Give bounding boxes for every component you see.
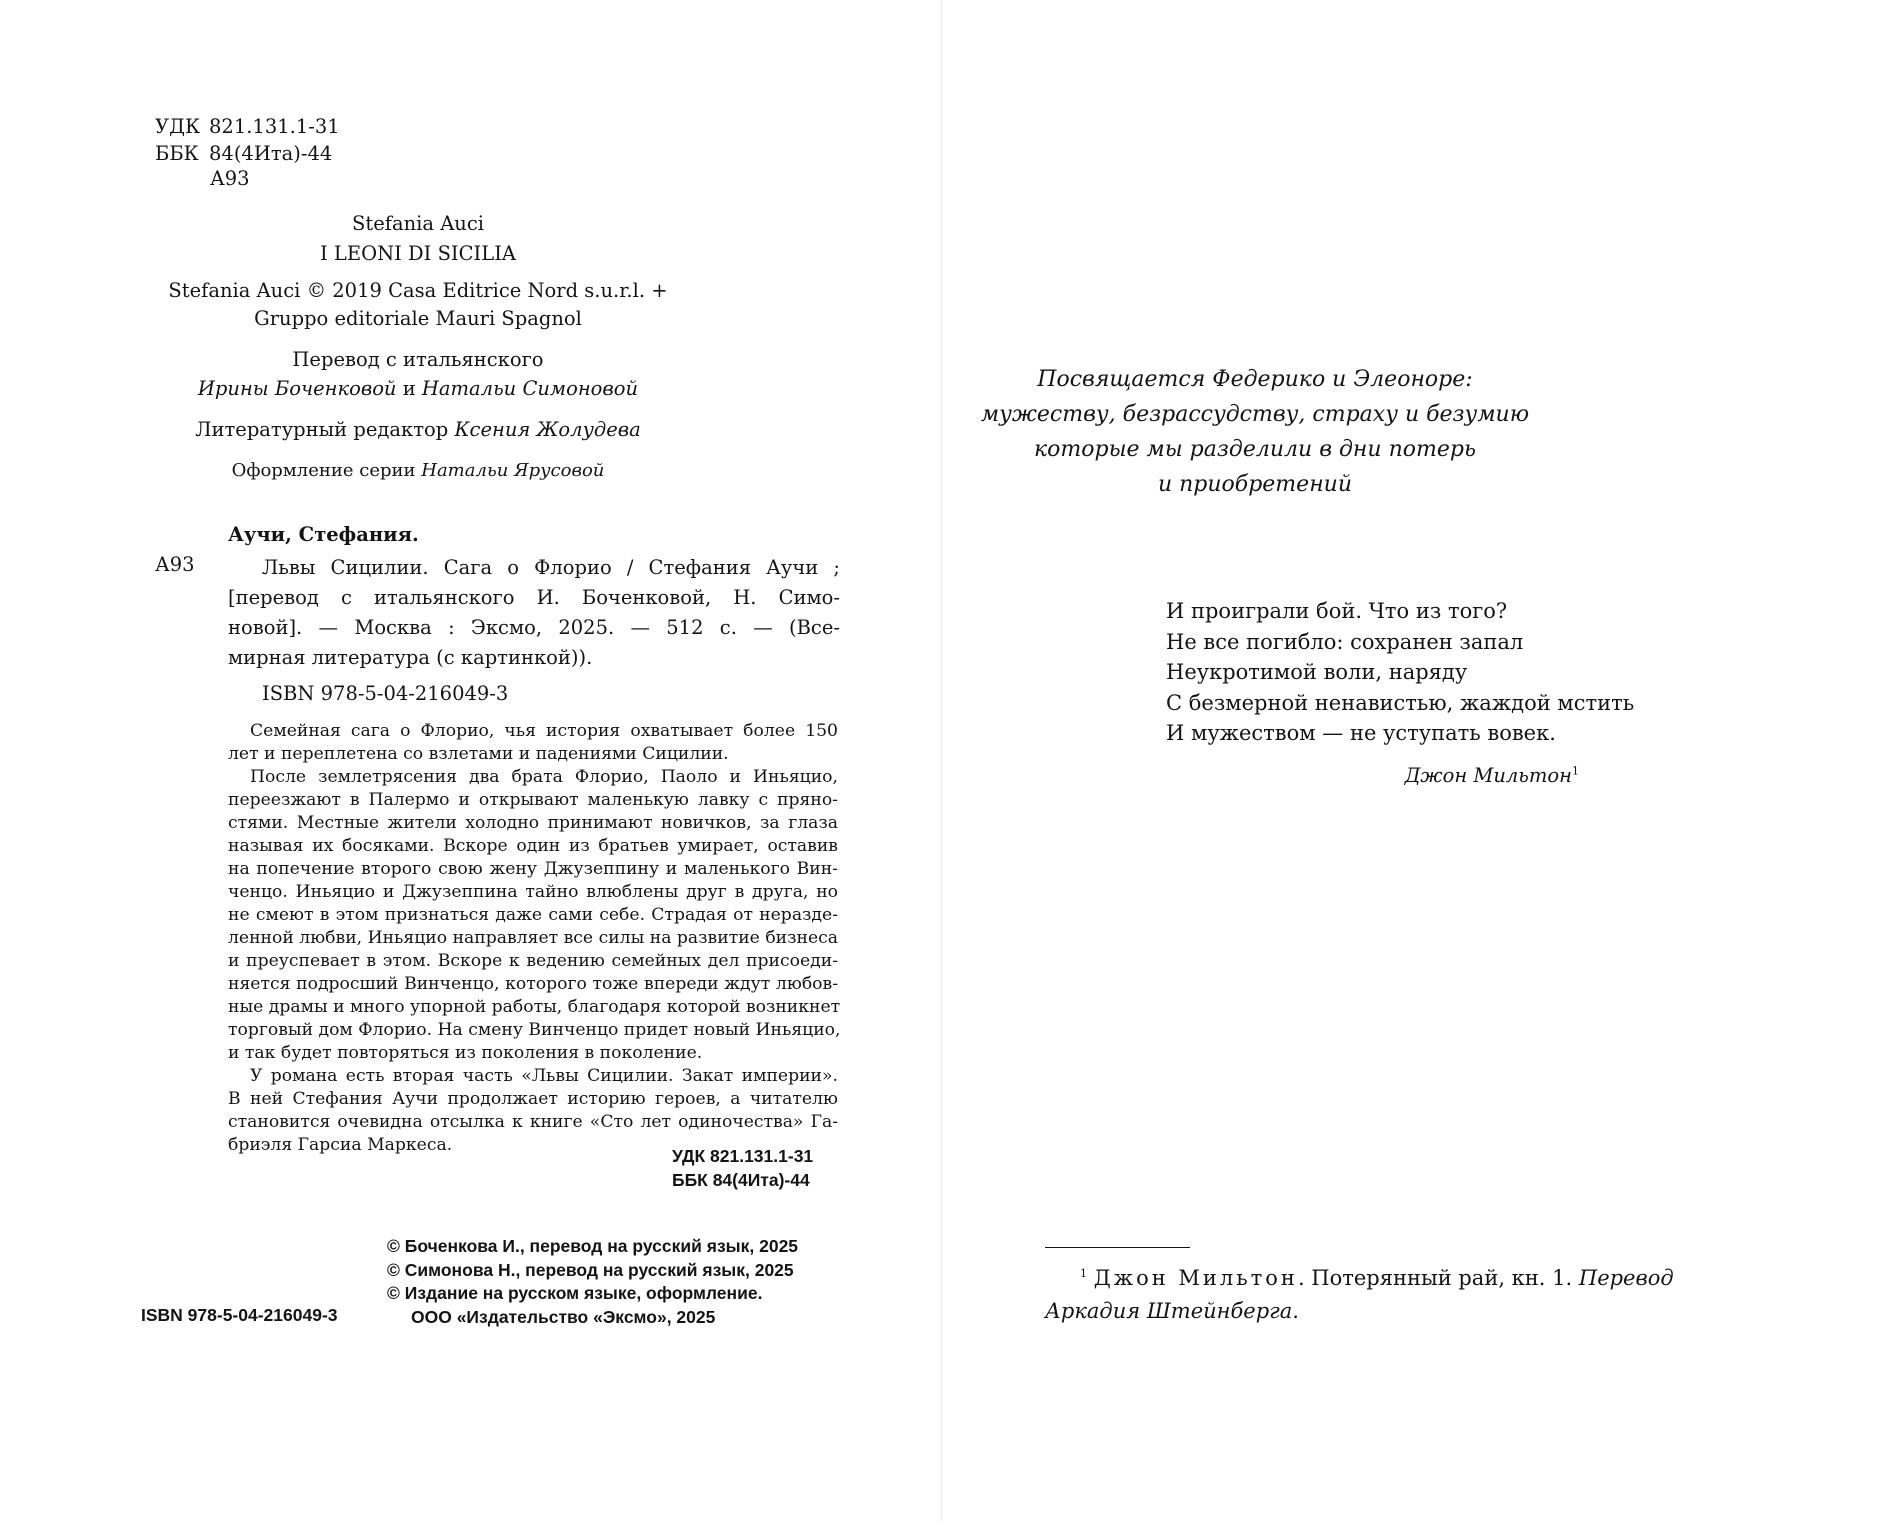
dedication-line: которые мы разделили в дни потерь	[1034, 437, 1476, 462]
catalog-entry-line: новой]. — Москва : Эксмо, 2025. — 512 с. — (Все-	[228, 616, 840, 639]
annotation-line: После землетрясения два брата Флорио, Паоло и Иньяцио,	[250, 767, 838, 787]
annotation-line: и преуспевает в этом. Вскоре к ведению семейных дел присоеди-	[228, 951, 838, 971]
dedication-line: Посвящается Федерико и Элеоноре:	[1037, 367, 1473, 392]
copyright-line: © Издание на русском языке, оформление.	[387, 1283, 763, 1303]
footnote-translation-label: Перевод	[1578, 1266, 1674, 1290]
isbn: ISBN 978-5-04-216049-3	[262, 682, 509, 705]
epigraph-line: И мужеством — не уступать вовек.	[1166, 721, 1556, 745]
annotation-line: ные драмы и много упорной работы, благодаря которой возникнет	[228, 997, 841, 1017]
design-name: Натальи Ярусовой	[421, 460, 605, 481]
catalog-mark: А93	[155, 553, 195, 576]
copyright-original-1: Stefania Auci © 2019 Casa Editrice Nord s.u.r.l. +	[168, 279, 668, 302]
bbk-bottom: ББК 84(4Ита)-44	[672, 1170, 810, 1190]
annotation-line: няется подросший Винченцо, которого тоже впереди ждут любов-	[228, 974, 838, 994]
dedication-line: и приобретений	[1157, 472, 1353, 497]
annotation-line: ченцо. Иньяцио и Джузеппина тайно влюблены друг в друга, но	[228, 882, 838, 902]
footnote-line-1	[1045, 1262, 1675, 1295]
catalog-entry	[228, 553, 838, 673]
left-page	[0, 0, 941, 1521]
translators-conj: и	[402, 377, 416, 400]
epigraph-author	[1405, 764, 1579, 787]
footnote-translator: Аркадия Штейнберга.	[1045, 1299, 1299, 1323]
copyright-line: © Симонова Н., перевод на русский язык, 2025	[387, 1259, 794, 1280]
footnote-mark: 1	[1572, 764, 1579, 778]
annotation-line: торговый дом Флорио. На смену Винченцо придет новый Иньяцио,	[228, 1020, 841, 1040]
author-mark: А93	[210, 167, 250, 190]
isbn-bottom: ISBN 978-5-04-216049-3	[141, 1305, 338, 1325]
translation-label: Перевод с итальянского	[292, 348, 544, 371]
annotation-line: переезжают в Палермо и открывают маленькую лавку с пряно-	[228, 790, 838, 810]
translators-line	[0, 377, 836, 400]
epigraph	[1166, 596, 1634, 749]
annotation-line: ленной любви, Иньяцио направляет все силы на развитие бизнеса	[228, 928, 838, 948]
epigraph-line: Не все погибло: сохранен запал	[1166, 629, 1524, 654]
annotation	[228, 720, 841, 1157]
footnote-text: . Потерянный рай, кн. 1.	[1297, 1266, 1573, 1290]
annotation-line: В ней Стефания Аучи продолжает историю героев, а читателю	[228, 1089, 838, 1109]
bbk-label: ББК	[155, 142, 199, 165]
original-author: Stefania Auci	[352, 212, 484, 235]
annotation-line: У романа есть вторая часть «Львы Сицилии. Закат империи».	[250, 1066, 838, 1086]
dedication	[942, 362, 1568, 502]
udk-bottom: УДК 821.131.1-31	[672, 1146, 814, 1166]
annotation-line: не смеют в этом признаться даже сами себе. Страдая от неразде-	[228, 905, 838, 925]
catalog-heading: Аучи, Стефания.	[228, 523, 419, 546]
footnote-author: Джон Мильтон	[1093, 1266, 1298, 1290]
epigraph-line: Неукротимой воли, наряду	[1166, 660, 1468, 684]
translator-2: Натальи Симоновой	[421, 377, 639, 400]
udk-label: УДК	[155, 115, 201, 138]
epigraph-line: С безмерной ненавистью, жаждой мстить	[1166, 690, 1635, 715]
catalog-entry-line: Львы Сицилии. Сага о Флорио / Стефания Аучи ;	[262, 556, 840, 579]
udk-value: 821.131.1-31	[209, 115, 340, 138]
editor-line	[0, 418, 836, 441]
dedication-line: мужеству, безрассудству, страху и безумию	[980, 402, 1530, 427]
copyrights	[387, 1235, 798, 1329]
editor-label: Литературный редактор	[195, 418, 449, 441]
annotation-line: называя их босяками. Вскоре один из братьев умирает, оставив	[228, 836, 838, 856]
right-page	[942, 0, 1883, 1521]
epigraph-line: И проиграли бой. Что из того?	[1166, 599, 1508, 623]
footnote-rule	[1045, 1247, 1190, 1248]
bbk-value: 84(4Ита)-44	[209, 142, 333, 165]
bbk-line	[155, 142, 333, 165]
catalog-entry-line: мирная литература (с картинкой)).	[228, 646, 593, 669]
annotation-line: и так будет повторяться из поколения в поколение.	[228, 1043, 703, 1063]
catalog-entry-line: [перевод с итальянского И. Боченковой, Н. Симо-	[228, 586, 840, 609]
original-title: I LEONI DI SICILIA	[320, 242, 516, 265]
annotation-line: на попечение второго свою жену Джузеппину и маленького Вин-	[228, 859, 838, 879]
annotation-line: Семейная сага о Флорио, чья история охватывает более 150	[250, 721, 838, 741]
copyright-line: © Боченкова И., перевод на русский язык, 2025	[387, 1236, 799, 1256]
footnote	[1045, 1262, 1675, 1328]
annotation-line: стями. Местные жители холодно принимают новичков, за глаза	[228, 813, 838, 833]
annotation-line: бриэля Гарсиа Маркеса.	[228, 1135, 453, 1155]
footnote-number: 1	[1080, 1267, 1087, 1280]
design-label: Оформление серии	[231, 460, 416, 481]
epigraph-author-name: Джон Мильтон	[1404, 764, 1572, 787]
editor-name: Ксения Жолудева	[454, 418, 641, 441]
translator-1: Ирины Боченковой	[197, 377, 397, 400]
udk-line	[155, 115, 340, 138]
copyright-line: ООО «Издательство «Эксмо», 2025	[411, 1306, 716, 1327]
annotation-line: становится очевидна отсылка к книге «Сто лет одиночества» Га-	[228, 1112, 838, 1132]
annotation-line: лет и переплетена со взлетами и падениями Сицилии.	[228, 744, 729, 764]
copyright-original-2: Gruppo editoriale Mauri Spagnol	[254, 307, 582, 330]
design-line	[0, 460, 836, 481]
